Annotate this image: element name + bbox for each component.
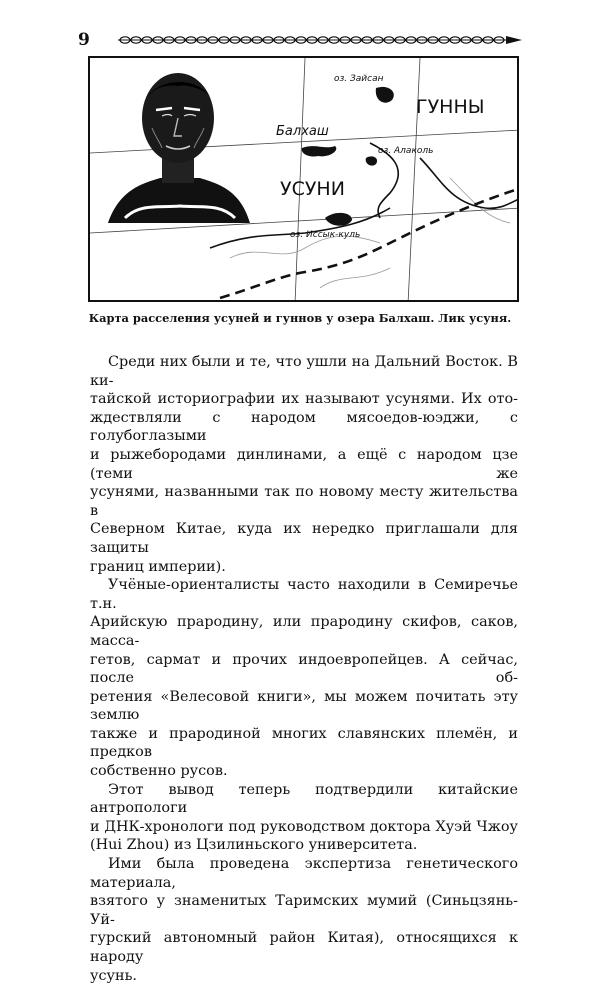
label-huns: ГУННЫ [416, 96, 485, 118]
text-line: усунями, названными так по новому месту жительства в [90, 484, 518, 519]
text-line: гетов, сармат и прочих индоевропейцев. А сейчас, после об- [90, 651, 518, 687]
text-line: Арийскую прародину, или прародину скифов, саков, масса- [90, 614, 518, 649]
portrait-illustration [108, 73, 250, 223]
paragraph [90, 781, 518, 855]
text-line: границ империи). [90, 558, 226, 575]
page-number: 9 [78, 30, 90, 50]
header-ornament [118, 34, 523, 46]
paragraph [90, 855, 518, 985]
text-line: (Hui Zhou) из Цзилиньского университета. [90, 837, 418, 854]
text-line: Северном Китае, куда их нередко приглашали для защиты [90, 521, 518, 556]
text-line: ждествляли с народом мясоедов-юэджи, с голубоглазыми [90, 409, 518, 445]
text-line: усунь. [90, 967, 137, 984]
text-line: также и прародиной многих славянских племён, и предков [90, 725, 518, 761]
map-figure [88, 56, 519, 302]
text-line: Ими была проведена экспертиза генетического материала, [90, 856, 518, 891]
text-line: и ДНК-хронологи под руководством доктора Хуэй Чжоу [90, 818, 518, 835]
label-lake-zaisan: оз. Зайсан [334, 74, 384, 84]
body-text [90, 353, 518, 985]
text-line: взятого у знаменитых Таримских мумий (Синьцзянь-Уй- [90, 893, 518, 928]
text-line: Учёные-ориенталисты часто находили в Семиречье т.н. [90, 577, 518, 612]
text-line: Среди них были и те, что ушли на Дальний Восток. В ки- [90, 354, 518, 389]
label-balkhash: Балхаш [276, 124, 329, 139]
text-line: гурский автономный район Китая), относящихся к народу [90, 930, 518, 965]
label-usuni: УСУНИ [280, 178, 345, 200]
text-line: ретения «Велесовой книги», мы можем почитать эту землю [90, 688, 518, 724]
text-line: собственно русов. [90, 763, 228, 780]
text-line: и рыжебородами динлинами, а ещё с народом цзе (теми же [90, 446, 518, 482]
text-line: Этот вывод теперь подтвердили китайские антропологи [90, 781, 518, 817]
label-lake-issyk-kul: оз. Иссык-куль [290, 230, 361, 240]
figure-caption: Карта расселения усуней и гуннов у озера Балхаш. Лик усуня. [88, 311, 512, 325]
text-line: тайской историографии их называют усунями. Их ото- [90, 391, 518, 408]
label-lake-alakol: оз. Алаколь [378, 146, 434, 156]
paragraph [90, 353, 518, 576]
